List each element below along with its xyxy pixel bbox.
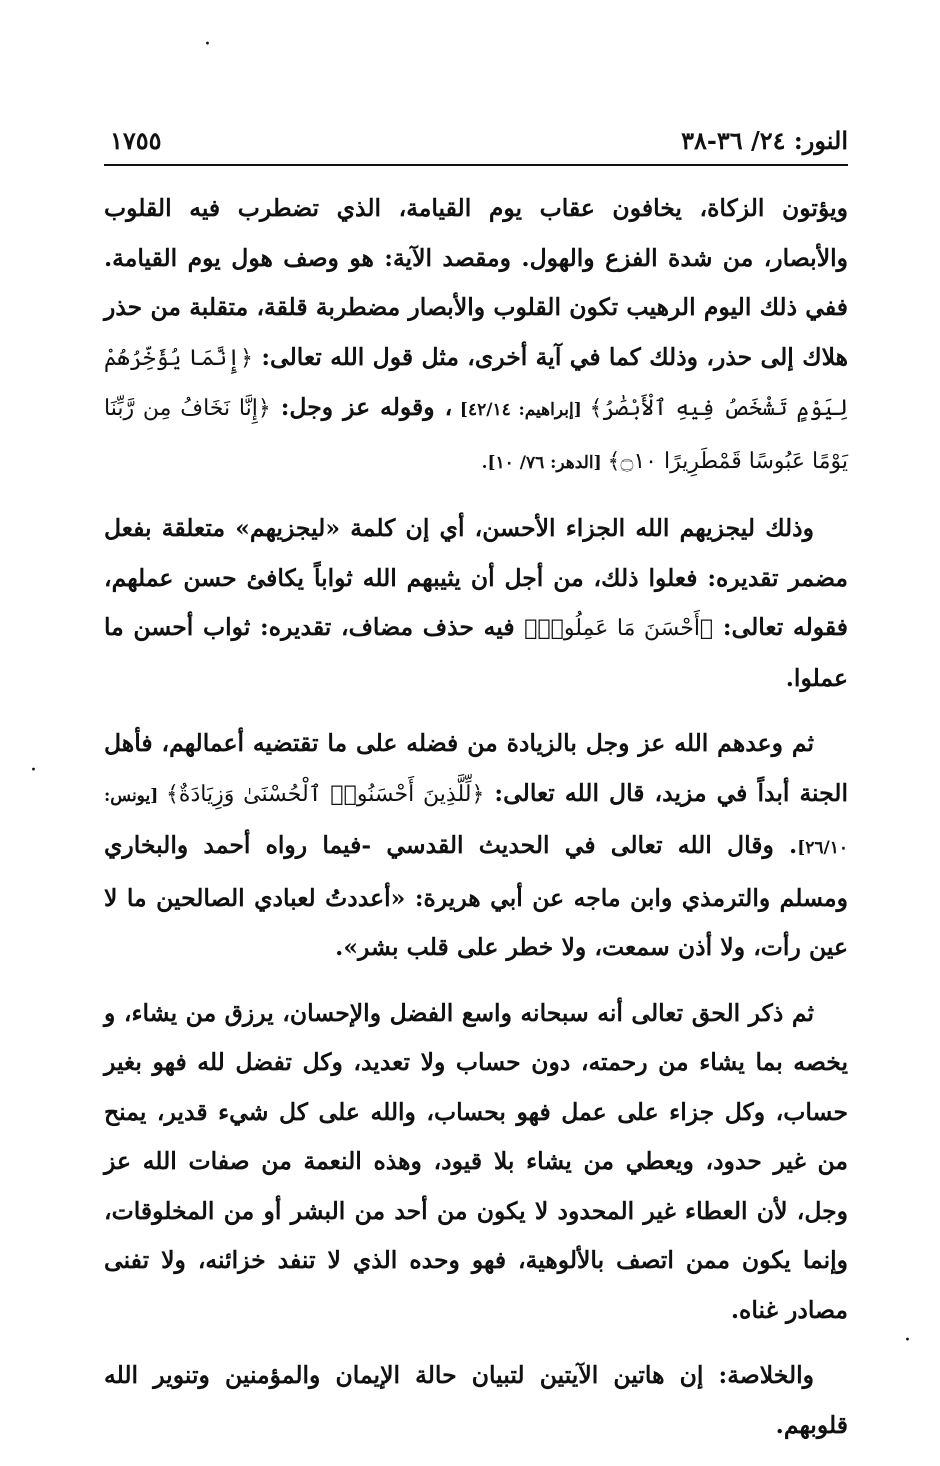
page-body: [104, 184, 848, 1466]
page-number: ١٧٥٥: [110, 126, 162, 155]
verse-reference: [إبراهيم: ٤٢/١٤]: [452, 400, 590, 420]
paragraph-2: [104, 504, 848, 703]
paragraph-4: [104, 989, 848, 1336]
running-title: النور: ٢٤/ ٣٦-٣٨: [681, 126, 848, 155]
paragraph-text: ويؤتون الزكاة، يخافون عقاب يوم القيامة، الذي تضطرب فيه القلوب والأبصار، من شدة الفزع والهول. ومقصد الآية: هو وصف هول يوم القيامة. ففي ذلك اليوم الرهيب تكون القلوب والأبصار مضطربة قلقة، متقلبة من حذر هلاك إلى حذر، وذلك كما في آية أخرى، مثل قول الله تعالى:: [104, 194, 848, 371]
scan-speck: ·: [30, 758, 37, 783]
paragraph-text: ، وقوله عز وجل:: [270, 393, 453, 421]
header-rule: [104, 164, 848, 166]
paragraph-text: . وقال الله تعالى في الحديث القدسي -فيما رواه أحمد والبخاري ومسلم والترمذي وابن ماجه عن أبي هريرة: «أعددتُ لعبادي الصالحين ما لا عين رأت، ولا أذن سمعت، ولا خطر على قلب بشر».: [104, 831, 848, 961]
paragraph-5: [104, 1351, 848, 1450]
quran-quote: ﴿أَحْسَنَ مَا عَمِلُوا۟﴾: [524, 616, 714, 641]
paragraph-1: [104, 184, 848, 488]
quran-quote: ﴿إِنَّمَا يُؤَخِّرُهُمْ لِيَوْمٍ تَشْخَصُ فِيهِ ٱلْأَبْصَٰرُ﴾: [104, 345, 848, 421]
verse-reference: [الدهر: ٧٦/ ١٠].: [481, 452, 608, 473]
paragraph-text: ثم وعدهم الله عز وجل بالزيادة من فضله على ما تقتضيه أعمالهم، فأهل الجنة أبداً في مزيد، قال الله تعالى:: [104, 729, 848, 807]
quran-quote: ﴿لِّلَّذِينَ أَحْسَنُوا۟ ٱلْحُسْنَىٰ وَزِيَادَةٌ﴾: [166, 781, 485, 807]
verse-reference: [يونس: ٢٦/١٠]: [104, 785, 848, 858]
paragraph-text: فيه حذف مضاف، تقديره: ثواب أحسن ما عملوا.: [104, 613, 848, 692]
paragraph-3: [104, 719, 848, 973]
paragraph-text: والخلاصة: إن هاتين الآيتين لتبيان حالة الإيمان والمؤمنين وتنوير الله قلوبهم.: [104, 1361, 848, 1439]
scan-speck: ·: [904, 1328, 911, 1353]
page-header: [104, 122, 848, 162]
paragraph-text: ثم ذكر الحق تعالى أنه سبحانه واسع الفضل والإحسان، يرزق من يشاء، و يخصه بما يشاء من رحمته، دون حساب ولا تعديد، وكل تفضل لله فهو بغير حساب، وكل جزاء على عمل فهو بحساب، والله على كل شيء قدير، يمنح من غير حدود، ويعطي من يشاء بلا قيود، وهذه النعمة من صفات الله عز وجل، لأن العطاء غير المحدود لا يكون من أحد من البشر أو من المخلوقات، وإنما يكون ممن اتصف بالألوهية، فهو وحده الذي لا تنفد خزائنه، ولا تفنى مصادر غناه.: [104, 998, 848, 1324]
scan-speck: ·: [204, 32, 211, 57]
quran-quote: ﴿إِنَّا نَخَافُ مِن رَّبِّنَا يَوْمًا عَبُوسًا قَمْطَرِيرًا ۝١٠﴾: [104, 396, 848, 474]
paragraph-text: وذلك ليجزيهم الله الجزاء الأحسن، أي إن كلمة «ليجزيهم» متعلقة بفعل مضمر تقديره: فعلوا ذلك، من أجل أن يثيبهم الله ثواباً يكافئ حسن عملهم، فقوله تعالى:: [104, 514, 848, 641]
